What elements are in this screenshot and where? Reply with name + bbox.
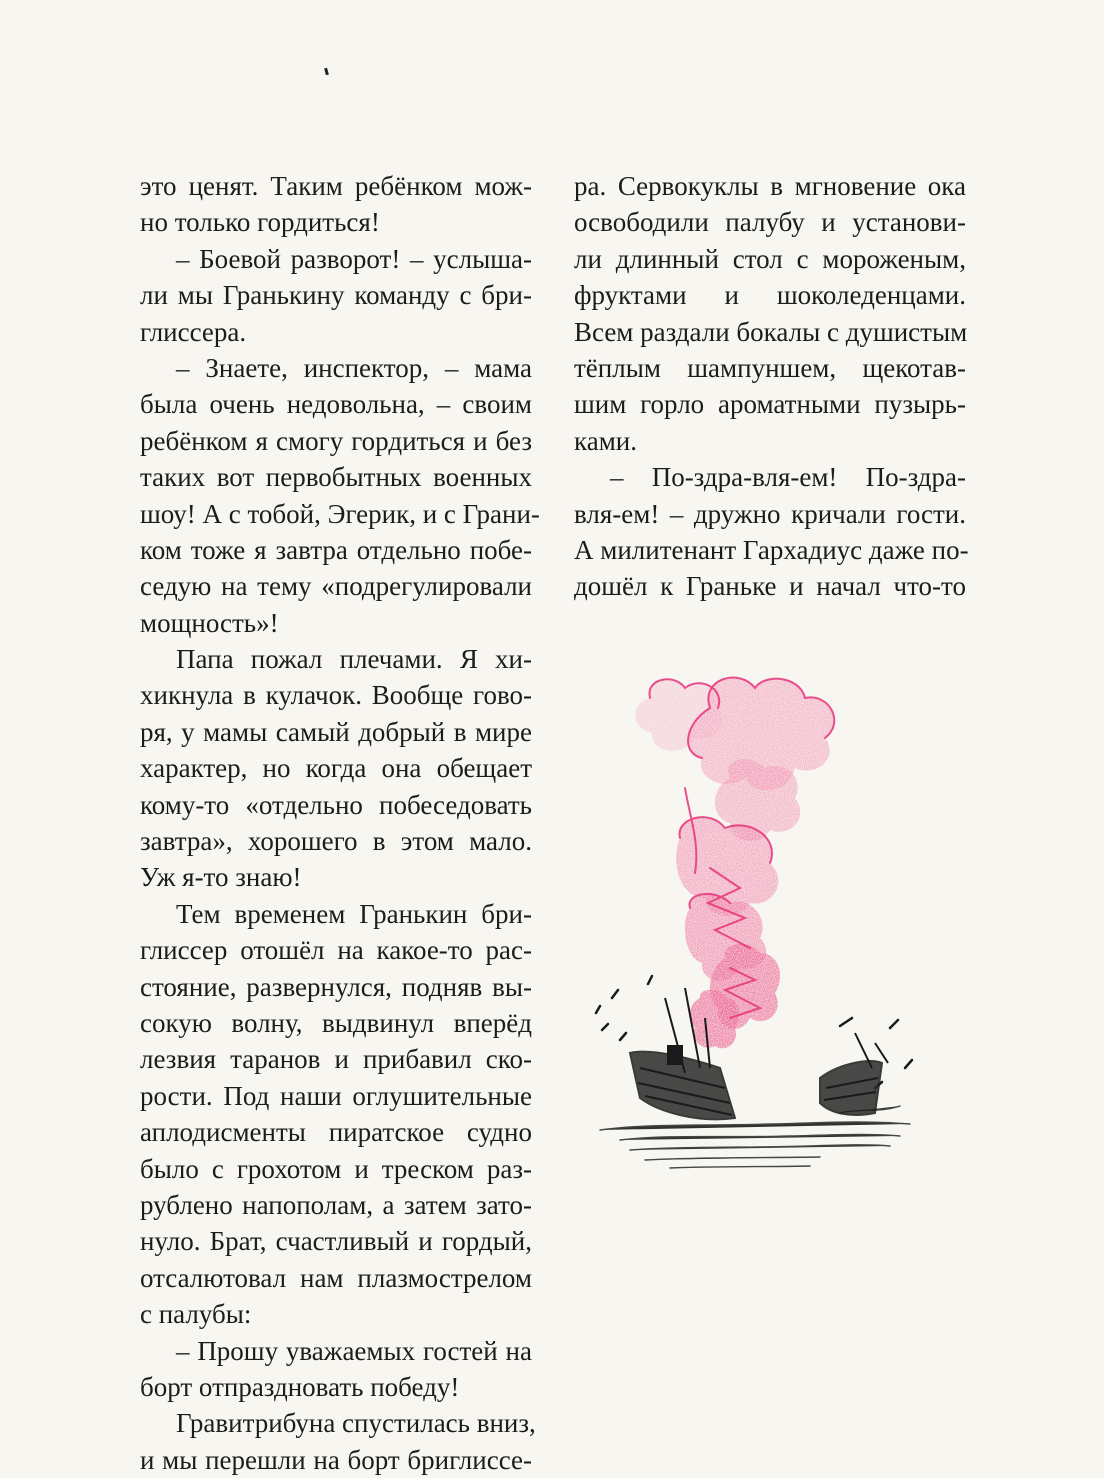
left-column-line: шоу! А с тобой, Эгерик, и с Грани- bbox=[140, 498, 540, 529]
right-column-line: фруктами и шоколеденцами. bbox=[574, 280, 966, 311]
left-column-line: Тем временем Гранькин бри- bbox=[176, 898, 532, 929]
right-column-line: шим горло ароматными пузырь- bbox=[574, 389, 966, 420]
left-column-line: Папа пожал плечами. Я хи- bbox=[176, 644, 532, 675]
stray-mark bbox=[324, 68, 329, 76]
left-column-line: была очень недовольна, – своим bbox=[140, 389, 532, 420]
right-column-line: дошёл к Граньке и начал что-то bbox=[574, 571, 966, 602]
ship-explosion-illustration bbox=[590, 668, 950, 1198]
left-column-line: лезвия таранов и прибавил ско- bbox=[140, 1044, 532, 1075]
left-column-line: кому-то «отдельно побеседовать bbox=[140, 789, 532, 820]
left-column-line: борт отпраздновать победу! bbox=[140, 1371, 460, 1402]
left-column-line: отсалютовал нам плазмострелом bbox=[140, 1262, 532, 1293]
right-column-line: Всем раздали бокалы с душистым bbox=[574, 316, 968, 347]
left-column-line: глиссер отошёл на какое-то рас- bbox=[140, 935, 532, 966]
left-column-line: – Боевой разворот! – услыша- bbox=[176, 243, 532, 274]
ship-half-right bbox=[820, 1033, 888, 1115]
right-column-line: ли длинный стол с мороженым, bbox=[574, 243, 966, 274]
right-column-line: вля-ем! – дружно кричали гости. bbox=[574, 498, 966, 529]
left-column-line: – Знаете, инспектор, – мама bbox=[176, 352, 532, 383]
right-column-line: – По-здра-вля-ем! По-здра- bbox=[610, 462, 966, 493]
left-column-line: – Прошу уважаемых гостей на bbox=[176, 1335, 532, 1366]
text-column-right bbox=[574, 168, 969, 605]
left-column-line: с палубы: bbox=[140, 1299, 252, 1330]
right-column-line: освободили палубу и установи- bbox=[574, 207, 966, 238]
left-column-line: было с грохотом и треском раз- bbox=[140, 1153, 532, 1184]
left-column-line: рублено напополам, а затем зато- bbox=[140, 1189, 532, 1220]
pink-smoke-cloud bbox=[635, 678, 834, 1049]
left-column-line: характер, но когда она обещает bbox=[140, 753, 532, 784]
text-column-left bbox=[140, 168, 540, 1478]
left-column-line: это ценят. Таким ребёнком мож- bbox=[140, 171, 532, 201]
left-column-line: но только гордиться! bbox=[140, 207, 380, 238]
right-column-line: ками. bbox=[574, 425, 637, 456]
right-column-line: А милитенант Гархадиус даже по- bbox=[574, 534, 969, 565]
right-column-line: ра. Сервокуклы в мгновение ока bbox=[574, 171, 966, 201]
left-column-line: Гравитрибуна спустилась вниз, bbox=[176, 1408, 536, 1439]
right-column-line: тёплым шампуншем, щекотав- bbox=[574, 352, 966, 383]
left-column-line: ли мы Гранькину команду с бри- bbox=[140, 280, 532, 311]
left-column-line: седую на тему «подрегулировали bbox=[140, 571, 532, 602]
left-column-line: рости. Под наши оглушительные bbox=[140, 1080, 532, 1111]
left-column-line: таких вот первобытных военных bbox=[140, 462, 532, 493]
left-column-line: сокую волну, выдвинул вперёд bbox=[140, 1007, 532, 1038]
left-column-line: Уж я-то знаю! bbox=[140, 862, 302, 893]
left-column-line: аплодисменты пиратское судно bbox=[140, 1117, 532, 1148]
left-column-line: хикнула в кулачок. Вообще гово- bbox=[140, 680, 532, 711]
left-column-line: завтра», хорошего в этом мало. bbox=[140, 826, 532, 857]
left-column-line: ря, у мамы самый добрый в мире bbox=[140, 716, 532, 747]
left-column-line: нуло. Брат, счастливый и гордый, bbox=[140, 1226, 532, 1257]
left-column-line: ком тоже я завтра отдельно побе- bbox=[140, 534, 532, 565]
left-column-line: глиссера. bbox=[140, 316, 247, 347]
left-column-line: и мы перешли на борт бриглиссе- bbox=[140, 1444, 532, 1475]
left-column-line: мощность»! bbox=[140, 607, 279, 638]
left-column-line: ребёнком я смогу гордиться и без bbox=[140, 425, 532, 456]
left-column-line: стояние, развернулся, подняв вы- bbox=[140, 971, 532, 1002]
